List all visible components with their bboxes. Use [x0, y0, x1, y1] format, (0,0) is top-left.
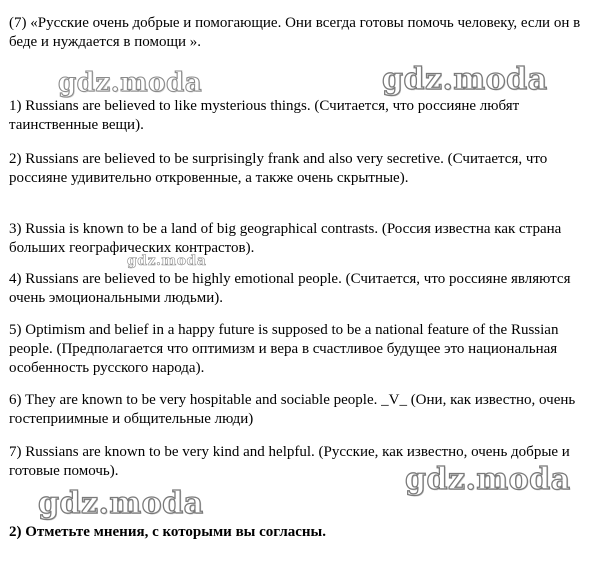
watermark-gdz-moda: gdz.moda: [405, 462, 571, 497]
statement-1: 1) Russians are believed to like mysterious things. (Считается, что россияне любят таинственные вещи).: [9, 98, 520, 133]
statement-2: 2) Russians are believed to be surprisingly frank and also very secretive. (Считается, что россияне удивительно откровенные, а также очень скрытные).: [9, 151, 548, 186]
watermark-gdz-moda: gdz.moda: [127, 253, 207, 269]
statement-5: 5) Optimism and belief in a happy future is supposed to be a national feature of the Russian people. (Предполагается что оптимизм и вера в счастливое будущее это национальная особенность русского народа).: [9, 322, 559, 376]
task-heading: 2) Отметьте мнения, с которыми вы согласны.: [9, 524, 327, 540]
intro-quote: (7) «Русские очень добрые и помогающие. Они всегда готовы помочь человеку, если он в беде и нуждается в помощи ».: [9, 15, 581, 50]
watermark-gdz-moda: gdz.moda: [382, 62, 548, 97]
statement-4: 4) Russians are believed to be highly emotional people. (Считается, что россияне являются очень эмоциональными людьми).: [9, 271, 571, 306]
watermark-gdz-moda: gdz.moda: [38, 486, 204, 521]
statement-7: 7) Russians are known to be very kind and helpful. (Русские, как известно, очень добрые и готовые помочь).: [9, 444, 570, 479]
statement-3: 3) Russia is known to be a land of big geographical contrasts. (Россия известна как страна больших географических контрастов).: [9, 221, 562, 256]
statement-6: 6) They are known to be very hospitable and sociable people. _V_ (Они, как известно, очень гостеприимные и общительные люди): [9, 392, 576, 427]
watermark-gdz-moda: gdz.moda: [58, 68, 203, 98]
